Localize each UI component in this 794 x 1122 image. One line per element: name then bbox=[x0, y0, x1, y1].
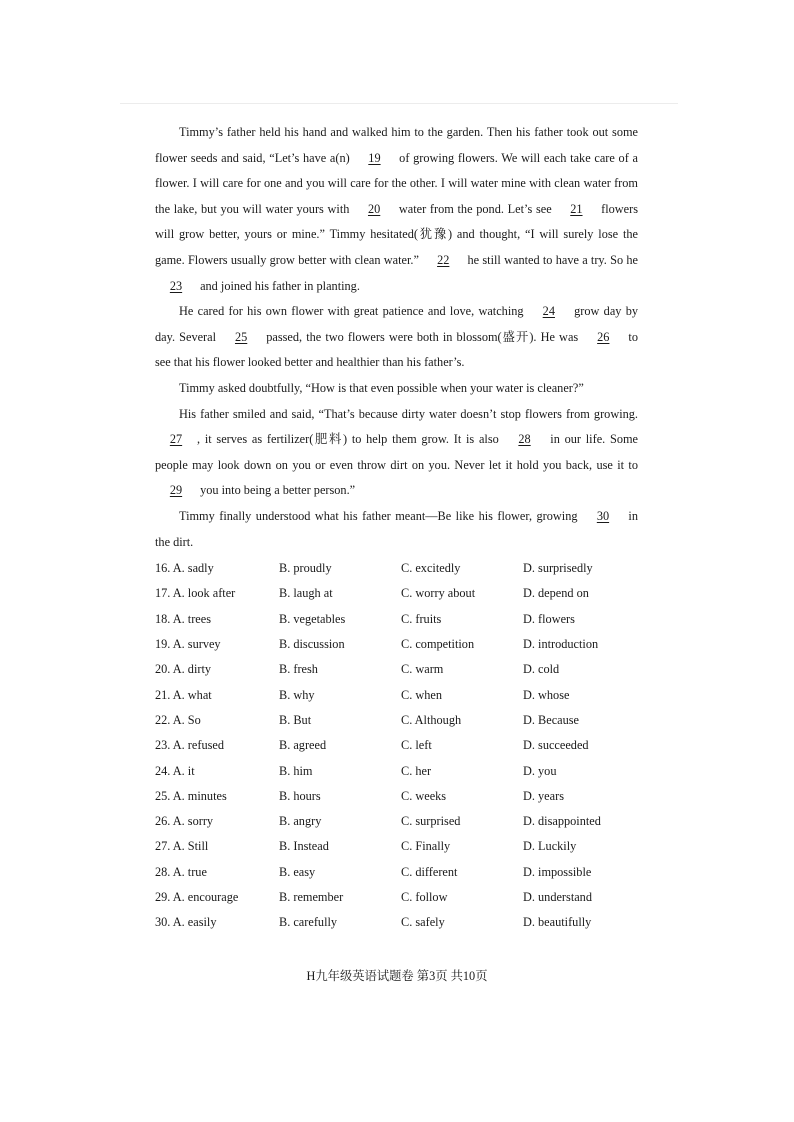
question-option-a: 30. A. easily bbox=[155, 915, 217, 930]
question-option-a: 20. A. dirty bbox=[155, 662, 212, 677]
question-option-b: B. easy bbox=[279, 864, 316, 879]
blank-19: 19 bbox=[368, 150, 381, 165]
question-row bbox=[155, 910, 655, 935]
passage-text: and joined his father in planting. bbox=[197, 278, 360, 293]
page-top-divider bbox=[120, 103, 678, 104]
question-option-c: C. weeks bbox=[401, 788, 447, 803]
question-row bbox=[155, 632, 655, 657]
question-option-d: D. years bbox=[523, 788, 564, 803]
passage-text: water from the pond. Let’s see bbox=[395, 201, 556, 216]
question-option-c: C. warm bbox=[401, 662, 444, 677]
question-option-a: 21. A. what bbox=[155, 687, 212, 702]
question-option-d: D. beautifully bbox=[523, 915, 592, 930]
blank-24: 24 bbox=[542, 304, 555, 319]
question-option-a: 28. A. true bbox=[155, 864, 207, 879]
question-option-b: B. laugh at bbox=[279, 586, 333, 601]
passage-text: in our life. Some people may look down on you or even throw dirt on you. Never let it hold you back, use it to bbox=[155, 432, 638, 472]
question-option-a: 29. A. encourage bbox=[155, 890, 239, 904]
question-option-d: D. depend on bbox=[523, 586, 589, 601]
blank-22: 22 bbox=[437, 252, 450, 267]
cloze-passage bbox=[155, 120, 638, 555]
question-option-a: 27. A. Still bbox=[155, 839, 209, 854]
question-option-a: 16. A. sadly bbox=[155, 561, 214, 576]
question-option-d: D. impossible bbox=[523, 864, 592, 879]
question-option-a: 19. A. survey bbox=[155, 637, 221, 652]
question-row bbox=[155, 733, 655, 758]
question-option-a: 24. A. it bbox=[155, 763, 195, 778]
passage-text: in the dirt. bbox=[155, 508, 638, 549]
blank-23: 23 bbox=[169, 278, 183, 293]
passage-text: Timmy’s father held his hand and walked him to the garden. Then his father took out some flower seeds and said, “Let’s have a(n) bbox=[155, 125, 638, 165]
question-row bbox=[155, 607, 655, 632]
question-option-c: C. surprised bbox=[401, 814, 461, 829]
question-option-c: C. Finally bbox=[401, 839, 451, 854]
question-row bbox=[155, 860, 655, 885]
question-option-c: C. different bbox=[401, 864, 458, 879]
passage-text: grow day by day. Several bbox=[155, 304, 639, 344]
passage-text: flowers will grow better, yours or mine.” Timmy hesitated(犹豫) and thought, “I will surely lose the game. Flowers usually grow better with clean water.” bbox=[155, 201, 638, 267]
question-option-a: 23. A. refused bbox=[155, 738, 224, 753]
passage-paragraph bbox=[155, 299, 638, 376]
question-option-d: D. disappointed bbox=[523, 814, 601, 829]
question-row bbox=[155, 708, 655, 733]
question-option-b: B. angry bbox=[279, 814, 322, 829]
passage-text: Timmy finally understood what his father meant—Be like his flower, growing bbox=[179, 508, 582, 523]
passage-text: of growing flowers. We will each take care of a flower. I will care for one and you will care for the other. I will water mine with clean water from the lake, but you will water yours with bbox=[155, 150, 638, 216]
blank-25: 25 bbox=[234, 329, 248, 344]
passage-paragraph bbox=[155, 504, 638, 555]
question-option-a: 26. A. sorry bbox=[155, 814, 214, 829]
question-option-c: C. her bbox=[401, 763, 432, 778]
passage-paragraph bbox=[155, 402, 638, 504]
question-option-d: D. succeeded bbox=[523, 738, 589, 753]
blank-30: 30 bbox=[596, 508, 610, 523]
passage-text: He cared for his own flower with great patience and love, watching bbox=[179, 304, 528, 319]
passage-text: you into being a better person.” bbox=[197, 483, 356, 498]
passage-text: to see that his flower looked better and healthier than his father’s. bbox=[155, 329, 638, 370]
blank-20: 20 bbox=[367, 201, 381, 216]
passage-text: , it serves as fertilizer(肥料) to help them grow. It is also bbox=[197, 432, 504, 447]
passage-text: he still wanted to have a try. So he bbox=[464, 252, 638, 267]
question-option-c: C. left bbox=[401, 738, 432, 753]
question-option-b: B. But bbox=[279, 712, 312, 727]
question-option-c: C. excitedly bbox=[401, 561, 461, 576]
passage-text: His father smiled and said, “That’s because dirty water doesn’t stop flowers from growing. bbox=[179, 406, 638, 421]
question-option-b: B. fresh bbox=[279, 662, 318, 677]
question-option-d: D. whose bbox=[523, 687, 570, 702]
passage-paragraph bbox=[155, 376, 638, 402]
question-option-b: B. vegetables bbox=[279, 611, 346, 626]
question-option-a: 18. A. trees bbox=[155, 611, 212, 626]
question-option-b: B. agreed bbox=[279, 738, 327, 753]
question-option-b: B. carefully bbox=[279, 915, 338, 930]
question-option-b: B. why bbox=[279, 687, 315, 702]
question-row bbox=[155, 657, 655, 682]
question-option-c: C. follow bbox=[401, 890, 448, 904]
question-option-b: B. Instead bbox=[279, 839, 329, 854]
question-option-a: 25. A. minutes bbox=[155, 788, 227, 803]
page-footer: H九年级英语试题卷 第3页 共10页 bbox=[306, 969, 488, 983]
question-option-b: B. discussion bbox=[279, 637, 345, 652]
question-option-a: 17. A. look after bbox=[155, 586, 236, 601]
blank-27: 27 bbox=[169, 432, 183, 447]
question-option-d: D. surprisedly bbox=[523, 561, 593, 576]
question-option-c: C. worry about bbox=[401, 586, 476, 601]
question-option-d: D. Luckily bbox=[523, 839, 577, 854]
question-option-c: C. Although bbox=[401, 712, 462, 727]
blank-26: 26 bbox=[597, 329, 610, 344]
question-option-d: D. understand bbox=[523, 890, 592, 904]
question-option-d: D. Because bbox=[523, 712, 579, 727]
question-option-c: C. competition bbox=[401, 637, 475, 652]
question-row bbox=[155, 885, 655, 910]
passage-paragraph bbox=[155, 120, 638, 299]
question-row bbox=[155, 682, 655, 707]
question-option-a: 22. A. So bbox=[155, 712, 201, 727]
question-option-b: B. hours bbox=[279, 788, 321, 803]
question-row bbox=[155, 556, 655, 581]
blank-28: 28 bbox=[518, 432, 531, 447]
passage-text: Timmy asked doubtfully, “How is that even possible when your water is cleaner?” bbox=[179, 380, 584, 395]
question-option-d: D. introduction bbox=[523, 637, 599, 652]
passage-text: passed, the two flowers were both in blossom(盛开). He was bbox=[262, 329, 583, 344]
question-options-list bbox=[155, 556, 655, 935]
question-row bbox=[155, 758, 655, 783]
question-row bbox=[155, 784, 655, 809]
question-option-b: B. him bbox=[279, 763, 313, 778]
question-option-b: B. proudly bbox=[279, 561, 332, 576]
question-option-c: C. fruits bbox=[401, 611, 442, 626]
blank-21: 21 bbox=[570, 201, 583, 216]
question-row bbox=[155, 581, 655, 606]
question-row bbox=[155, 834, 655, 859]
question-option-d: D. cold bbox=[523, 662, 560, 677]
question-option-b: B. remember bbox=[279, 890, 344, 904]
question-option-d: D. flowers bbox=[523, 611, 575, 626]
question-option-c: C. safely bbox=[401, 915, 445, 930]
question-option-c: C. when bbox=[401, 687, 442, 702]
question-row bbox=[155, 809, 655, 834]
blank-29: 29 bbox=[169, 483, 183, 498]
question-option-d: D. you bbox=[523, 763, 557, 778]
